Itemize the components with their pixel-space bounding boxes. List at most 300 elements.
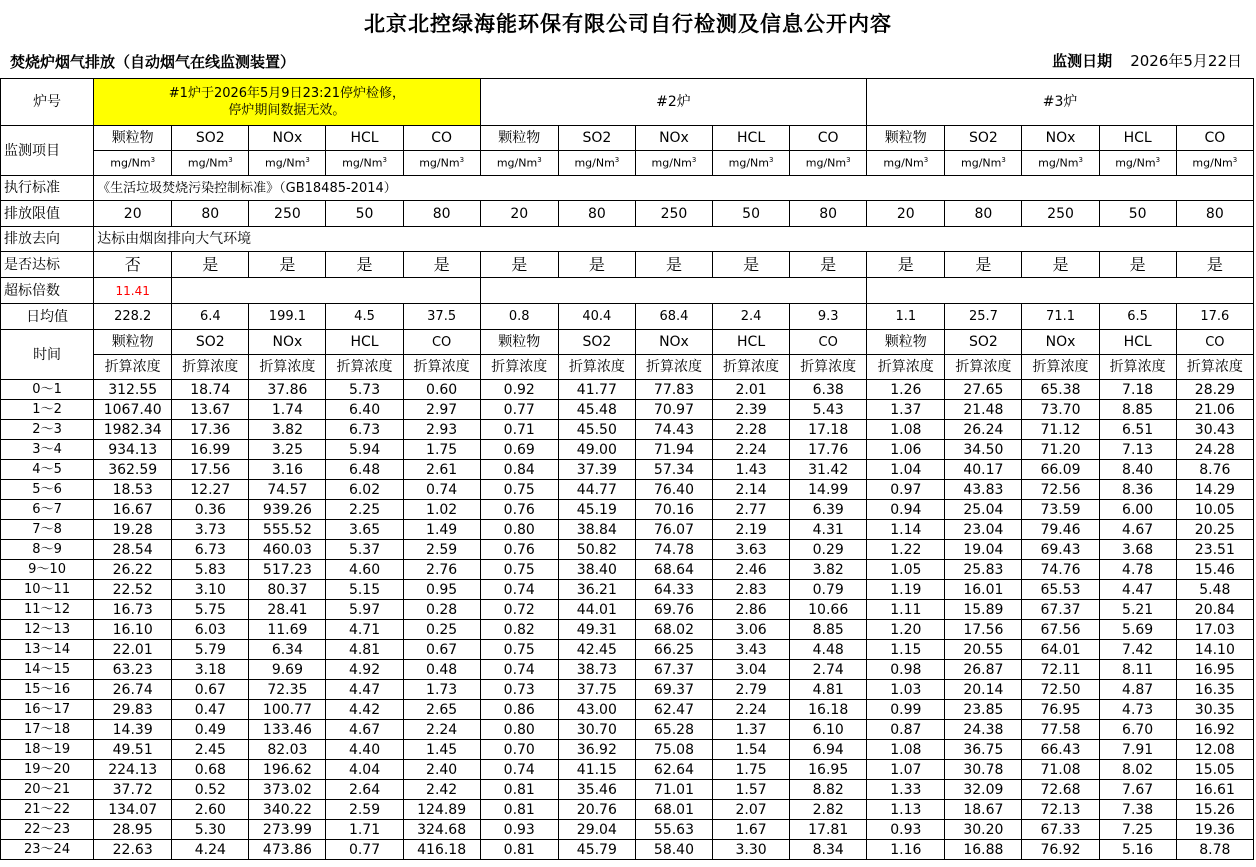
data-cell: 2.28 (713, 420, 790, 440)
daily-value: 1.1 (867, 304, 945, 330)
data-cell: 6.10 (790, 720, 867, 740)
data-cell: 2.01 (713, 380, 790, 400)
data-cell: 15.89 (945, 600, 1022, 620)
data-cell: 5.16 (1099, 840, 1176, 860)
data-cell: 66.25 (635, 640, 712, 660)
pollutant-row (1, 126, 1254, 151)
data-cell: 21.06 (1176, 400, 1253, 420)
data-cell: 26.74 (94, 680, 172, 700)
data-cell: 2.74 (790, 660, 867, 680)
data-cell: 4.31 (790, 520, 867, 540)
data-cell: 7.42 (1099, 640, 1176, 660)
data-cell: 21.48 (945, 400, 1022, 420)
data-cell: 4.40 (326, 740, 403, 760)
daily-value: 68.4 (635, 304, 712, 330)
data-cell: 68.64 (635, 560, 712, 580)
data-cell: 14.39 (94, 720, 172, 740)
data-cell: 34.50 (945, 440, 1022, 460)
data-cell: 1982.34 (94, 420, 172, 440)
unit-superscript: 3 (1078, 156, 1083, 165)
data-cell: 72.35 (249, 680, 326, 700)
unit-superscript: 3 (150, 156, 156, 165)
time-slot: 8～9 (1, 540, 94, 560)
data-cell: 5.73 (326, 380, 403, 400)
data-cell: 4.92 (326, 660, 403, 680)
data-cell: 18.53 (94, 480, 172, 500)
furnace-row (1, 79, 1254, 126)
time-pollutant-header: SO2 (172, 330, 249, 355)
data-cell: 1.43 (713, 460, 790, 480)
pollutant-header: SO2 (172, 126, 249, 151)
furnace1-note-line2: 停炉期间数据无效。 (228, 103, 346, 118)
time-header-row (1, 330, 1254, 355)
unit-cell (945, 151, 1022, 176)
unit-superscript: 3 (691, 156, 697, 165)
data-cell: 0.28 (403, 600, 480, 620)
page-title: 北京北控绿海能环保有限公司自行检测及信息公开内容 (364, 12, 892, 36)
conv-header: 折算浓度 (172, 355, 249, 380)
data-cell: 4.04 (326, 760, 403, 780)
data-cell: 20.55 (945, 640, 1022, 660)
limit-value: 250 (1022, 201, 1099, 227)
pollutant-header: HCL (713, 126, 790, 151)
exceed-empty (172, 278, 480, 304)
unit-base: mg/Nm (651, 156, 692, 170)
conv-header: 折算浓度 (1099, 355, 1176, 380)
data-cell: 2.24 (713, 700, 790, 720)
data-cell: 65.38 (1022, 380, 1099, 400)
data-cell: 3.25 (249, 440, 326, 460)
monitoring-date (1052, 50, 1242, 71)
time-slot: 17～18 (1, 720, 94, 740)
data-cell: 0.73 (480, 680, 558, 700)
data-cell: 4.47 (326, 680, 403, 700)
time-slot: 9～10 (1, 560, 94, 580)
data-cell: 1.73 (403, 680, 480, 700)
unit-row (1, 151, 1254, 176)
data-cell: 17.76 (790, 440, 867, 460)
pollutant-header: 颗粒物 (867, 126, 945, 151)
time-slot: 1～2 (1, 400, 94, 420)
data-cell: 1.03 (867, 680, 945, 700)
table-row (1, 640, 1254, 660)
data-cell: 4.81 (790, 680, 867, 700)
data-cell: 55.63 (635, 820, 712, 840)
time-pollutant-header: NOx (249, 330, 326, 355)
table-row (1, 620, 1254, 640)
data-cell: 67.56 (1022, 620, 1099, 640)
data-cell: 6.03 (172, 620, 249, 640)
data-cell: 17.36 (172, 420, 249, 440)
compliance-value: 是 (326, 252, 403, 278)
pollutant-header: SO2 (558, 126, 635, 151)
data-cell: 2.82 (790, 800, 867, 820)
pollutant-header: NOx (635, 126, 712, 151)
data-cell: 0.81 (480, 840, 558, 860)
data-cell: 8.02 (1099, 760, 1176, 780)
data-cell: 1.02 (403, 500, 480, 520)
data-cell: 0.67 (172, 680, 249, 700)
data-cell: 0.25 (403, 620, 480, 640)
data-cell: 49.51 (94, 740, 172, 760)
conv-header: 折算浓度 (635, 355, 712, 380)
unit-cell (1176, 151, 1253, 176)
data-cell: 939.26 (249, 500, 326, 520)
data-cell: 65.53 (1022, 580, 1099, 600)
data-cell: 71.08 (1022, 760, 1099, 780)
data-cell: 14.29 (1176, 480, 1253, 500)
data-cell: 68.02 (635, 620, 712, 640)
data-cell: 15.46 (1176, 560, 1253, 580)
limits-label: 排放限值 (1, 201, 94, 227)
unit-base: mg/Nm (110, 156, 151, 170)
table-row (1, 600, 1254, 620)
data-cell: 18.74 (172, 380, 249, 400)
time-slot: 19～20 (1, 760, 94, 780)
data-cell: 4.81 (326, 640, 403, 660)
data-cell: 5.43 (790, 400, 867, 420)
data-cell: 28.29 (1176, 380, 1253, 400)
data-cell: 0.72 (480, 600, 558, 620)
conv-header: 折算浓度 (94, 355, 172, 380)
exceed-empty (867, 278, 1254, 304)
data-cell: 6.34 (249, 640, 326, 660)
pollutant-header: CO (790, 126, 867, 151)
data-cell: 10.66 (790, 600, 867, 620)
compliance-value: 是 (1099, 252, 1176, 278)
data-cell: 1067.40 (94, 400, 172, 420)
furnace1-note (94, 79, 481, 126)
data-cell: 8.85 (1099, 400, 1176, 420)
compliance-value: 是 (1176, 252, 1253, 278)
data-cell: 1.26 (867, 380, 945, 400)
data-cell: 124.89 (403, 800, 480, 820)
data-cell: 3.30 (713, 840, 790, 860)
limit-value: 250 (635, 201, 712, 227)
data-cell: 1.08 (867, 740, 945, 760)
data-cell: 224.13 (94, 760, 172, 780)
unit-base: mg/Nm (805, 156, 847, 170)
data-cell: 6.00 (1099, 500, 1176, 520)
data-cell: 0.49 (172, 720, 249, 740)
data-cell: 67.37 (635, 660, 712, 680)
data-cell: 38.73 (558, 660, 635, 680)
pollutant-header: CO (403, 126, 480, 151)
data-cell: 6.73 (326, 420, 403, 440)
data-cell: 7.18 (1099, 380, 1176, 400)
data-cell: 312.55 (94, 380, 172, 400)
table-row (1, 400, 1254, 420)
data-cell: 44.01 (558, 600, 635, 620)
data-cell: 24.28 (1176, 440, 1253, 460)
unit-base: mg/Nm (1038, 156, 1079, 170)
data-cell: 8.85 (790, 620, 867, 640)
data-cell: 2.79 (713, 680, 790, 700)
data-cell: 1.08 (867, 420, 945, 440)
data-cell: 1.15 (867, 640, 945, 660)
data-cell: 16.67 (94, 500, 172, 520)
data-cell: 71.01 (635, 780, 712, 800)
limit-value: 20 (867, 201, 945, 227)
data-cell: 80.37 (249, 580, 326, 600)
data-cell: 25.83 (945, 560, 1022, 580)
standard-text: 《生活垃圾焚烧污染控制标准》（GB18485-2014） (94, 176, 1254, 201)
unit-base: mg/Nm (961, 156, 1002, 170)
unit-base: mg/Nm (265, 156, 306, 170)
table-row (1, 800, 1254, 820)
conv-header: 折算浓度 (713, 355, 790, 380)
limit-value: 50 (326, 201, 403, 227)
data-cell: 3.82 (249, 420, 326, 440)
data-cell: 1.20 (867, 620, 945, 640)
data-cell: 16.18 (790, 700, 867, 720)
data-cell: 4.78 (1099, 560, 1176, 580)
conv-header: 折算浓度 (867, 355, 945, 380)
table-row (1, 720, 1254, 740)
data-cell: 5.48 (1176, 580, 1253, 600)
data-cell: 0.84 (480, 460, 558, 480)
data-cell: 72.11 (1022, 660, 1099, 680)
data-cell: 74.43 (635, 420, 712, 440)
data-cell: 25.04 (945, 500, 1022, 520)
data-cell: 1.67 (713, 820, 790, 840)
data-cell: 62.47 (635, 700, 712, 720)
daily-value: 4.5 (326, 304, 403, 330)
data-cell: 340.22 (249, 800, 326, 820)
data-cell: 79.46 (1022, 520, 1099, 540)
data-cell: 5.21 (1099, 600, 1176, 620)
data-cell: 1.14 (867, 520, 945, 540)
unit-superscript: 3 (537, 156, 542, 165)
data-cell: 1.75 (713, 760, 790, 780)
data-cell: 5.75 (172, 600, 249, 620)
data-cell: 72.68 (1022, 780, 1099, 800)
data-cell: 44.77 (558, 480, 635, 500)
data-cell: 30.43 (1176, 420, 1253, 440)
data-cell: 324.68 (403, 820, 480, 840)
limit-value: 80 (1176, 201, 1253, 227)
data-cell: 69.76 (635, 600, 712, 620)
data-cell: 64.01 (1022, 640, 1099, 660)
data-cell: 76.92 (1022, 840, 1099, 860)
data-cell: 64.33 (635, 580, 712, 600)
data-cell: 58.40 (635, 840, 712, 860)
data-cell: 20.25 (1176, 520, 1253, 540)
unit-cell (403, 151, 480, 176)
limits-row (1, 201, 1254, 227)
data-cell: 28.54 (94, 540, 172, 560)
data-cell: 273.99 (249, 820, 326, 840)
data-cell: 3.10 (172, 580, 249, 600)
data-cell: 2.40 (403, 760, 480, 780)
data-cell: 1.49 (403, 520, 480, 540)
daily-value: 25.7 (945, 304, 1022, 330)
data-cell: 1.33 (867, 780, 945, 800)
data-cell: 0.95 (403, 580, 480, 600)
daily-value: 6.5 (1099, 304, 1176, 330)
data-cell: 416.18 (403, 840, 480, 860)
limit-value: 50 (713, 201, 790, 227)
table-row (1, 580, 1254, 600)
data-cell: 22.63 (94, 840, 172, 860)
date-label: 监测日期 (1052, 52, 1113, 70)
data-cell: 2.07 (713, 800, 790, 820)
time-slot: 21～22 (1, 800, 94, 820)
data-cell: 16.99 (172, 440, 249, 460)
data-cell: 1.45 (403, 740, 480, 760)
data-cell: 16.01 (945, 580, 1022, 600)
unit-cell (172, 151, 249, 176)
data-cell: 67.37 (1022, 600, 1099, 620)
data-cell: 0.74 (403, 480, 480, 500)
standard-label: 执行标准 (1, 176, 94, 201)
time-slot: 4～5 (1, 460, 94, 480)
data-cell: 0.75 (480, 560, 558, 580)
direction-label: 排放去向 (1, 227, 94, 252)
time-slot: 20～21 (1, 780, 94, 800)
data-cell: 30.35 (1176, 700, 1253, 720)
limit-value: 80 (945, 201, 1022, 227)
table-row (1, 420, 1254, 440)
data-cell: 37.86 (249, 380, 326, 400)
time-slot: 5～6 (1, 480, 94, 500)
data-cell: 0.77 (326, 840, 403, 860)
data-cell: 13.67 (172, 400, 249, 420)
data-cell: 15.26 (1176, 800, 1253, 820)
time-slot: 6～7 (1, 500, 94, 520)
unit-base: mg/Nm (1192, 156, 1233, 170)
table-row (1, 520, 1254, 540)
unit-superscript: 3 (923, 156, 929, 165)
unit-superscript: 3 (228, 156, 233, 165)
data-cell: 2.65 (403, 700, 480, 720)
daily-value: 6.4 (172, 304, 249, 330)
data-cell: 0.82 (480, 620, 558, 640)
limit-value: 80 (790, 201, 867, 227)
data-cell: 73.59 (1022, 500, 1099, 520)
data-cell: 1.05 (867, 560, 945, 580)
conv-header: 折算浓度 (1022, 355, 1099, 380)
compliance-value: 是 (713, 252, 790, 278)
data-cell: 4.48 (790, 640, 867, 660)
data-cell: 2.77 (713, 500, 790, 520)
data-cell: 0.93 (480, 820, 558, 840)
data-cell: 49.00 (558, 440, 635, 460)
data-cell: 3.73 (172, 520, 249, 540)
unit-cell (326, 151, 403, 176)
conv-header: 折算浓度 (790, 355, 867, 380)
data-cell: 49.31 (558, 620, 635, 640)
data-cell: 5.30 (172, 820, 249, 840)
unit-cell (249, 151, 326, 176)
unit-superscript: 3 (305, 156, 310, 165)
data-cell: 74.57 (249, 480, 326, 500)
data-cell: 2.83 (713, 580, 790, 600)
data-cell: 3.04 (713, 660, 790, 680)
data-cell: 7.38 (1099, 800, 1176, 820)
conv-header: 折算浓度 (1176, 355, 1253, 380)
furnace1-note-line1: #1炉于2026年5月9日23:21停炉检修， (168, 86, 406, 101)
pollutant-header: 颗粒物 (480, 126, 558, 151)
data-cell: 7.91 (1099, 740, 1176, 760)
data-cell: 28.95 (94, 820, 172, 840)
data-cell: 4.87 (1099, 680, 1176, 700)
data-cell: 36.75 (945, 740, 1022, 760)
unit-superscript: 3 (382, 156, 387, 165)
compliance-value: 是 (558, 252, 635, 278)
data-cell: 3.65 (326, 520, 403, 540)
data-cell: 19.36 (1176, 820, 1253, 840)
time-slot: 22～23 (1, 820, 94, 840)
furnace3-header: #3炉 (867, 79, 1254, 126)
limit-value: 80 (558, 201, 635, 227)
conv-header-row (1, 355, 1254, 380)
time-pollutant-header: 颗粒物 (480, 330, 558, 355)
compliance-value: 是 (945, 252, 1022, 278)
daily-value: 40.4 (558, 304, 635, 330)
data-cell: 40.17 (945, 460, 1022, 480)
daily-value: 199.1 (249, 304, 326, 330)
data-cell: 66.09 (1022, 460, 1099, 480)
unit-cell (558, 151, 635, 176)
unit-base: mg/Nm (187, 156, 229, 170)
data-cell: 517.23 (249, 560, 326, 580)
data-cell: 2.19 (713, 520, 790, 540)
data-cell: 6.51 (1099, 420, 1176, 440)
data-cell: 6.39 (790, 500, 867, 520)
data-cell: 134.07 (94, 800, 172, 820)
data-cell: 20.14 (945, 680, 1022, 700)
data-cell: 0.47 (172, 700, 249, 720)
data-cell: 0.87 (867, 720, 945, 740)
data-cell: 45.50 (558, 420, 635, 440)
pollutant-header: NOx (249, 126, 326, 151)
unit-base: mg/Nm (496, 156, 538, 170)
time-slot: 18～19 (1, 740, 94, 760)
direction-row (1, 227, 1254, 252)
data-cell: 16.61 (1176, 780, 1253, 800)
data-cell: 20.84 (1176, 600, 1253, 620)
data-cell: 23.85 (945, 700, 1022, 720)
limit-value: 250 (249, 201, 326, 227)
data-cell: 1.16 (867, 840, 945, 860)
data-cell: 71.94 (635, 440, 712, 460)
data-cell: 1.22 (867, 540, 945, 560)
data-cell: 4.47 (1099, 580, 1176, 600)
data-cell: 57.34 (635, 460, 712, 480)
data-cell: 133.46 (249, 720, 326, 740)
data-cell: 934.13 (94, 440, 172, 460)
data-cell: 10.05 (1176, 500, 1253, 520)
data-cell: 2.97 (403, 400, 480, 420)
unit-cell (1022, 151, 1099, 176)
data-cell: 22.52 (94, 580, 172, 600)
limit-value: 50 (1099, 201, 1176, 227)
data-cell: 2.59 (403, 540, 480, 560)
daily-value: 2.4 (713, 304, 790, 330)
data-cell: 5.94 (326, 440, 403, 460)
data-cell: 5.37 (326, 540, 403, 560)
data-cell: 26.24 (945, 420, 1022, 440)
data-cell: 2.25 (326, 500, 403, 520)
table-row (1, 560, 1254, 580)
data-cell: 27.65 (945, 380, 1022, 400)
conv-header: 折算浓度 (403, 355, 480, 380)
data-cell: 17.56 (172, 460, 249, 480)
data-cell: 65.28 (635, 720, 712, 740)
data-cell: 50.82 (558, 540, 635, 560)
unit-base: mg/Nm (342, 156, 383, 170)
